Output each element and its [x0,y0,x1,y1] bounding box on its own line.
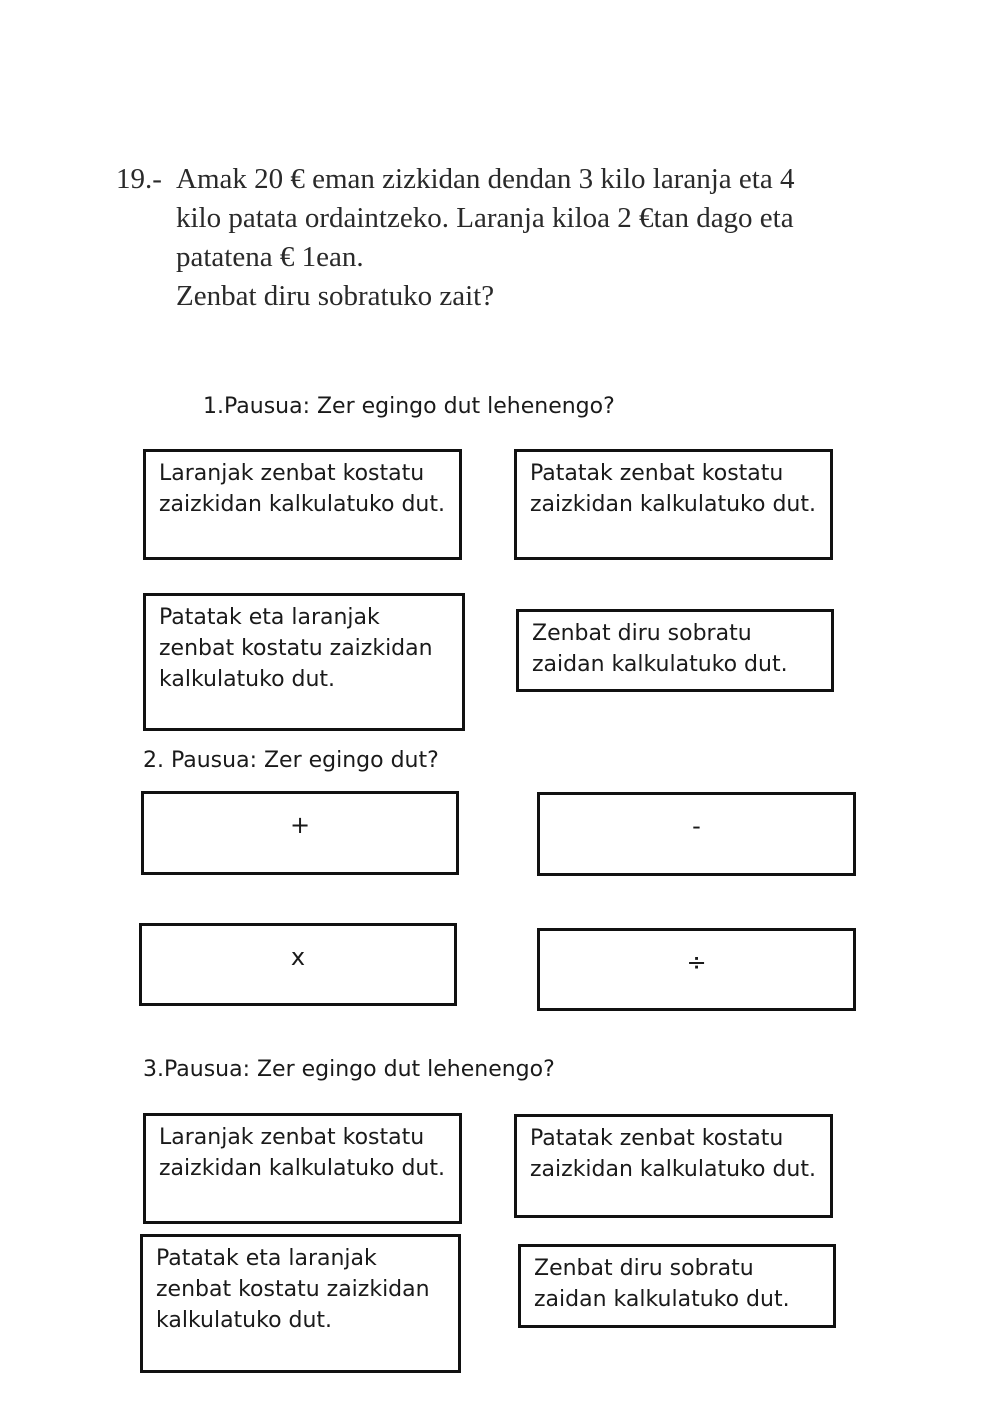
operation-add-button[interactable]: + [141,791,459,875]
step3-option-total-cost[interactable]: Patatak eta laranjak zenbat kostatu zaizkidan kalkulatuko dut. [140,1234,461,1373]
step3-option-oranges-cost[interactable]: Laranjak zenbat kostatu zaizkidan kalkulatuko dut. [143,1113,462,1224]
problem-statement [116,160,936,316]
step1-title: 1.Pausua: Zer egingo dut lehenengo? [203,394,615,419]
step1-option-potatoes-cost[interactable]: Patatak zenbat kostatu zaizkidan kalkulatuko dut. [514,449,833,560]
step3-title: 3.Pausua: Zer egingo dut lehenengo? [143,1057,555,1082]
step2-title: 2. Pausua: Zer egingo dut? [143,748,439,773]
step1-option-money-left[interactable]: Zenbat diru sobratu zaidan kalkulatuko dut. [516,609,834,692]
problem-line: patatena € 1ean. [176,241,364,273]
step3-option-money-left[interactable]: Zenbat diru sobratu zaidan kalkulatuko dut. [518,1244,836,1328]
step3-option-potatoes-cost[interactable]: Patatak zenbat kostatu zaizkidan kalkulatuko dut. [514,1114,833,1218]
operation-divide-button[interactable]: ÷ [537,928,856,1011]
step1-option-total-cost[interactable]: Patatak eta laranjak zenbat kostatu zaizkidan kalkulatuko dut. [143,593,465,731]
problem-number: 19.- [116,163,162,195]
problem-line: Amak 20 € eman zizkidan dendan 3 kilo laranja eta 4 [176,163,795,195]
problem-line: kilo patata ordaintzeko. Laranja kiloa 2 €tan dago eta [176,202,794,234]
problem-question: Zenbat diru sobratuko zait? [176,280,495,312]
operation-subtract-button[interactable]: - [537,792,856,876]
operation-multiply-button[interactable]: x [139,923,457,1006]
step1-option-oranges-cost[interactable]: Laranjak zenbat kostatu zaizkidan kalkulatuko dut. [143,449,462,560]
